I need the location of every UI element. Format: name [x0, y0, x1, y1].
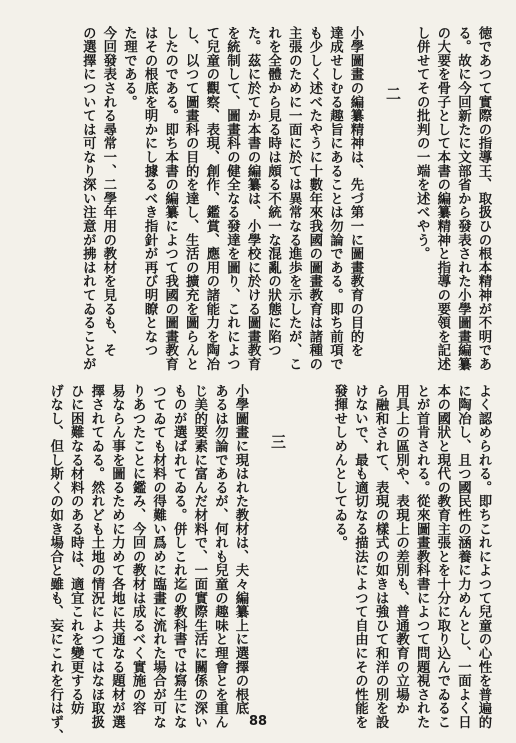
text-line: したのである。即ち本書の編纂によつて我國の圖畫教育 — [162, 26, 179, 371]
text-line: し、以つて圖畫科の目的を達し、生活の擴充を圖らんと — [183, 26, 200, 371]
text-line: の大要を骨子として本書の編纂精神と指導の要領を記述 — [434, 26, 451, 371]
text-line: 小學圖畫に現はれた教材は、夫々編纂上に選擇の根底 — [233, 384, 249, 716]
text-line: つてゐても材料の得難い爲めに臨畫に流れた場合が可な — [150, 384, 167, 729]
lower-left-block — [45, 384, 251, 743]
text-line: とが首肯される。從來圖畫教科書によつて問題視された — [414, 384, 431, 729]
text-line: げなし、但し斯くの如き場合と雖も、妄にこれを行はず、 — [47, 384, 64, 743]
section-heading-three: 三 — [269, 434, 287, 449]
text-line: 達成せしむる趣旨にあることは勿論である。即ち前項で — [327, 26, 344, 371]
text-line: 用具上の區別や、表現上の差別も、普通教育の立場か — [393, 384, 410, 716]
section-heading-two: 二 — [384, 86, 402, 101]
text-line: ら融和されて、表現の樣式の如きは強ひて和洋の別を設 — [373, 384, 390, 729]
text-line: 擇されてゐる。然れども土地の情況によつてはなほ取扱 — [88, 384, 105, 729]
text-line: も少しく述べたやうに十數年來我國の圖畫教育は諸種の — [306, 26, 323, 371]
text-line: に陶冶し、且つ國民性の涵養に力めんとし、一面よく日 — [455, 384, 472, 729]
text-line: 徳であつて實際の指導王、取扱ひの根本精神が不明であ — [476, 26, 492, 371]
text-line: 本の國狀と現代の教育主張とを十分に取り込んでゐるこ — [434, 384, 451, 729]
text-line: を統制して、圖畫科の健全なる發達を圖り、これによつ — [224, 26, 241, 371]
text-line: た理である。 — [121, 26, 138, 109]
text-line: ものが選ばれてゐる。併しこれ迄の教科書では寫生にな — [171, 384, 188, 729]
text-line: 易ならん事を圖るために力めて各地に共通なる題材が選 — [109, 384, 126, 729]
text-line: 小學圖畫の編纂精神は、先づ第一に圖畫教育の目的を — [348, 26, 364, 358]
text-line: はその根底を明かにし據るべき指針が再び明瞭となつ — [142, 26, 159, 358]
upper-right-block — [412, 26, 494, 371]
text-line: し併せてその批判の一端を述べやう。 — [414, 26, 431, 261]
page-number: 88 — [248, 714, 268, 729]
lower-right-block — [329, 384, 494, 729]
text-line: ひに困難なる材料のある時は、適宜これを變更する妨 — [68, 384, 85, 716]
text-line: じ美的要素に富んだ材料で、一面實際生活に關係の深い — [191, 384, 208, 729]
text-line: れを全體から見る時は頗る不統一な混亂の狀態に陷つ — [265, 26, 282, 358]
text-line: 發揮せしめんとしてゐる。 — [331, 384, 348, 550]
text-line: あるは勿論であるが、何れも兒童の趣味と理會とを重ん — [212, 384, 229, 729]
text-line: 主張のために一面に於ては異常なる進歩を示したが、こ — [286, 26, 303, 371]
upper-left-block — [78, 26, 366, 371]
text-line: た。茲に於てか本書の編纂は、小學校に於ける圖畫教育 — [245, 26, 262, 371]
text-line: る。故に今回新たに文部省から發表された小學圖畫編纂 — [455, 26, 472, 371]
text-line: けないで、最も適切なる描法によつて自由にその性能を — [352, 384, 369, 729]
text-line: りあつたことに鑑み、今回の教材は成るべく實施の容 — [130, 384, 147, 716]
text-line: よく認められる。即ちこれによつて兒童の心性を普遍的 — [476, 384, 492, 729]
text-line: て兒童の觀察、表現、創作、鑑賞、應用の諸能力を陶冶 — [203, 26, 220, 371]
text-line: 今回發表される尋常一、二學年用の教材を見るも、そ — [100, 26, 117, 358]
text-line: の選擇については可なり深い注意が拂はれてゐることが — [80, 26, 97, 371]
